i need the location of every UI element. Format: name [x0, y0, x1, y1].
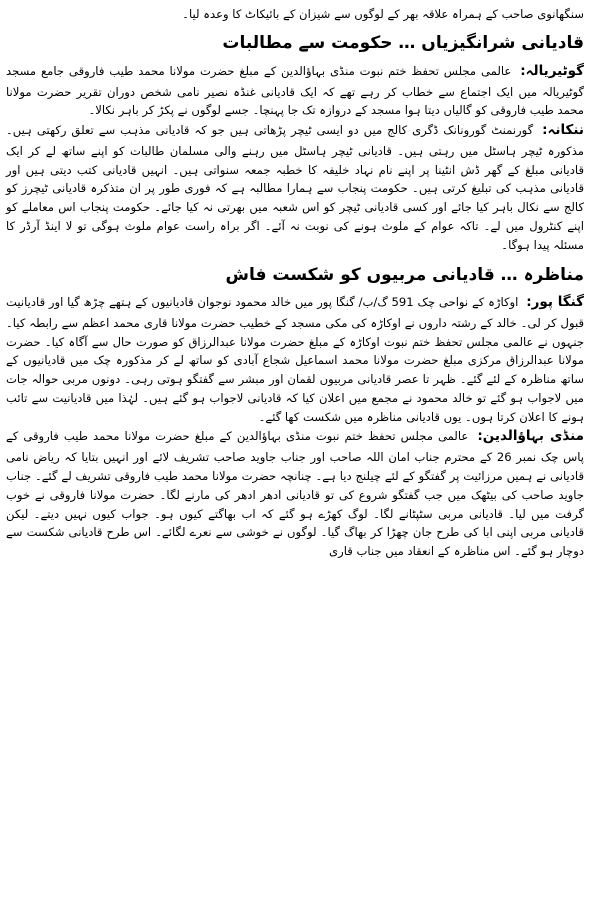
paragraph-body-nankana: گورنمنٹ گورونانک ڈگری کالج میں دو ایسی ٹیچر پڑھاتی ہیں جو کہ قادیانی مذہب سے تعلق رکھتی ہیں۔ مذکورہ ٹیچر ہاسٹل میں رہتی ہیں۔ قادیانی ٹیچر ہاسٹل میں رہنے والی مسلمان طالبات کو اپنے ساتھ لے کر ایک قادیانی مبلغ کے گھر ڈش انٹینا پر اپنے نام نہاد خلیفہ کا خطبہ جمعہ سنواتی ہیں۔ انہیں قادیانی کتب دیتی ہیں اور قادیانی مذہب کی تبلیغ کرتی ہیں۔ حکومت پنجاب سے ہمارا مطالبہ ہے کہ فوری طور پر ان متذکرہ قادیانی ٹیچرز کو کالج سے نکال باہر کیا جائے اور کسی قادیانی ٹیچر کو اس شعبہ میں بھرتی نہ کیا جائے۔ حکومت پنجاب اس معاملے کو اپنے کنٹرول میں لے۔ تاکہ عوام کے ملوث ہونے کی نوبت نہ آئے۔ اگر براہ راست عوام ملوث ہوگی تو لا اینڈ آرڈر کا مسئلہ پیدا ہوگا۔ — [6, 123, 584, 252]
section-heading-demands: قادیانی شرانگیزیاں … حکومت سے مطالبات — [222, 33, 584, 54]
paragraph-mandi-bahauddin — [6, 426, 584, 561]
paragraph-gotiryala — [6, 61, 584, 120]
paragraph-body-mandi-bahauddin: عالمی مجلس تحفظ ختم نبوت منڈی بہاؤالدین کے مبلغ حضرت مولانا محمد طیب فاروقی کے پاس چک نمبر 26 کے محترم جناب امان اللہ صاحب اور جناب جاوید صاحب تشریف لائے اور انہیں بتایا کہ ریاض نامی قادیانی نے ہمیں مرزائیت پر گفتگو کے لئے چیلنج دیا ہے۔ چنانچہ حضرت مولانا محمد طیب فاروقی تشریف لے گئے۔ جناب جاوید صاحب کی بیٹھک میں جب گفتگو شروع کی تو قادیانی ادھر ادھر کی مارنے لگا۔ حضرت مولانا فاروقی نے خوب گرفت میں لیا۔ قادیانی مربی سٹپٹانے لگا۔ لوگ کھڑے ہو گئے کہ اب بھاگتے کیوں ہو۔ جواب کیوں نہیں دیتے۔ لیکن قادیانی مربی اپنی ابا کی طرح جان چھڑا کر بھاگ گیا۔ لوگوں نے خوشی سے نعرے لگائے۔ اس طرح قادیانی شکست سے دوچار ہو گئے۔ اس مناظرہ کے انعقاد میں جناب قاری — [6, 429, 584, 559]
paragraph-lead-nankana: ننکانہ: — [542, 122, 584, 139]
paragraph-lead-mandi-bahauddin: منڈی بہاؤالدین: — [477, 428, 584, 445]
paragraph-gangapur — [6, 292, 584, 427]
paragraph-lead-gangapur: گنگا پور: — [526, 293, 585, 310]
paragraph-lead-gotiryala: گوٹیریالہ: — [520, 62, 584, 79]
intro-line: سنگھانوی صاحب کے ہمراہ علاقہ بھر کے لوگوں سے شیزان کے بائیکاٹ کا وعدہ لیا۔ — [182, 7, 584, 21]
section-heading-debate: مناظرہ … قادیانی مربیوں کو شکست فاش — [225, 264, 584, 285]
paragraph-nankana — [6, 120, 584, 255]
paragraph-body-gangapur: اوکاڑہ کے نواحی چک 591 گ/ب/ گنگا پور میں خالد محمود نوجوان قادیانیوں کے ہتھے چڑھ گیا اور قادیانیت قبول کر لی۔ خالد کے رشتہ داروں نے اوکاڑہ کی مکی مسجد کے خطیب حضرت مولانا قاری محمد اعظم سے رابطہ کیا۔ جنہوں نے عالمی مجلس تحفظ ختم نبوت اوکاڑہ کے مبلغ حضرت مولانا عبدالرزاق کو صورت حال سے آگاہ کیا۔ حضرت مولانا عبدالرزاق مرکزی مبلغ حضرت مولانا محمد اسماعیل شجاع آبادی کو ساتھ لے کر مذکورہ چک میں قادیانیوں کے ساتھ مناظرہ کے لئے گئے۔ ظہر تا عصر قادیانی مربیوں لقمان اور مبشر سے گفتگو ہوتی رہی۔ دونوں مربی حوالہ جات میں لاجواب ہو گئے تو خالد محمود نے مجمع میں اعلان کیا کہ قادیانی لاجواب ہو گئے ہیں۔ لہٰذا میں قادیانیت سے تائب ہونے کا اعلان کرتا ہوں۔ یوں قادیانی مناظرہ میں شکست کھا گئے۔ — [6, 294, 584, 424]
paragraph-body-gotiryala: عالمی مجلس تحفظ ختم نبوت منڈی بہاؤالدین کے مبلغ حضرت مولانا محمد طیب فاروقی جامع مسجد گوٹیریالہ میں ایک اجتماع سے خطاب کر رہے تھے کہ ایک قادیانی غنڈہ نصیر نامی شخص دوران تقریر حضرت مولانا محمد طیب فاروقی کو گالیاں دیتا ہوا مسجد کے دروازہ تک جا پہنچا۔ جسے لوگوں نے پکڑ کر باہر نکالا۔ — [6, 63, 584, 118]
